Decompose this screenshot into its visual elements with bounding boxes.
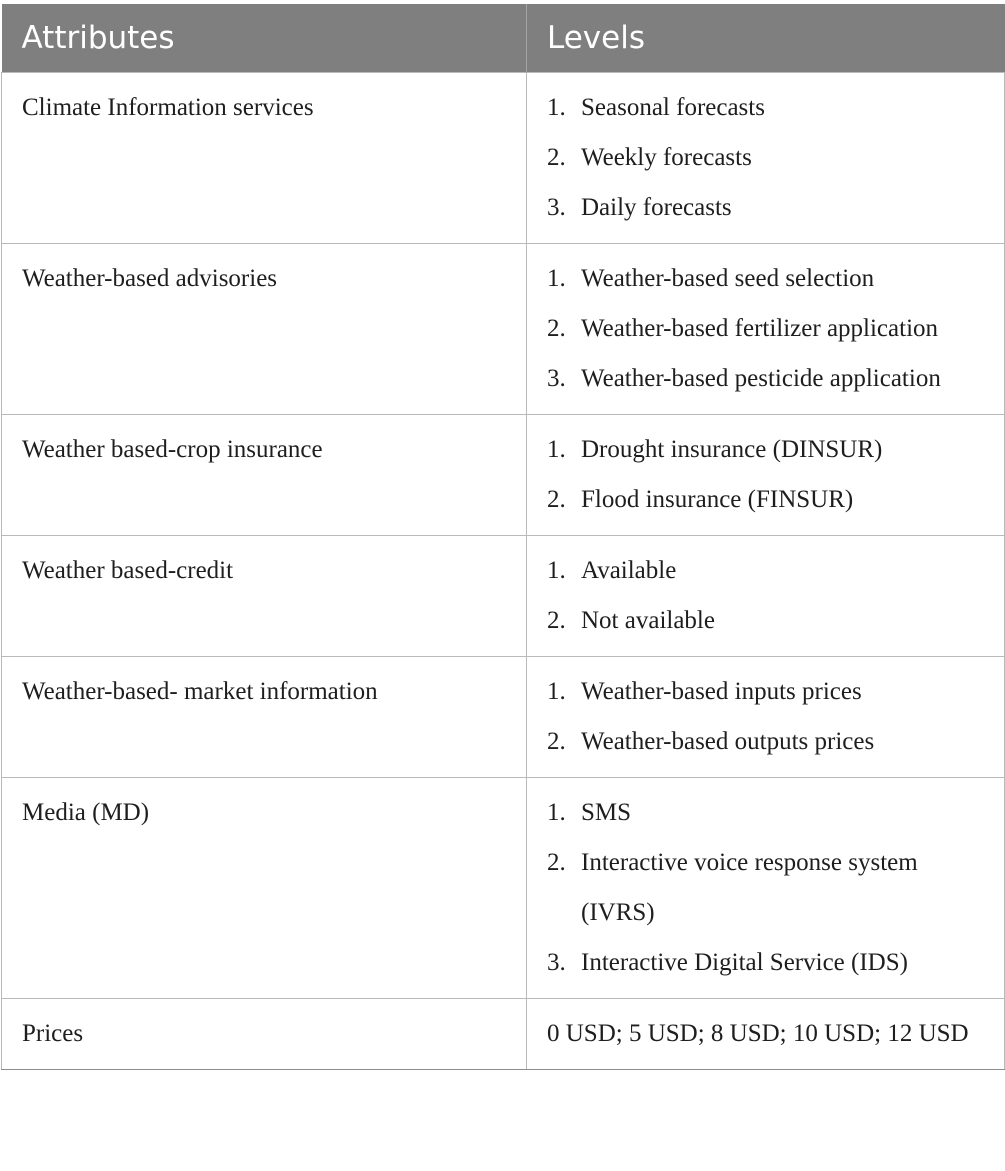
level-item: 2. Weather-based fertilizer application	[547, 315, 939, 342]
levels-list	[547, 546, 996, 646]
levels-list	[547, 667, 996, 767]
header-levels: Levels	[527, 4, 1005, 73]
level-item: 2. Flood insurance (FINSUR)	[547, 486, 854, 513]
table-row	[2, 415, 1005, 536]
level-item: 1. SMS	[547, 799, 632, 826]
level-item: 2. Not available	[547, 607, 715, 634]
level-item: 3. Interactive Digital Service (IDS)	[547, 949, 908, 976]
header-attributes: Attributes	[2, 4, 527, 73]
attribute-cell: Climate Information services	[2, 73, 527, 244]
attribute-cell: Media (MD)	[2, 778, 527, 999]
levels-list	[547, 254, 996, 404]
level-item: 1. Drought insurance (DINSUR)	[547, 436, 883, 463]
table-header	[2, 4, 1005, 73]
levels-list	[547, 83, 996, 233]
levels-list	[547, 425, 996, 525]
levels-cell	[527, 244, 1005, 415]
table-row	[2, 244, 1005, 415]
prices-cell: 0 USD; 5 USD; 8 USD; 10 USD; 12 USD	[527, 999, 1005, 1070]
table-row	[2, 999, 1005, 1070]
table-row	[2, 657, 1005, 778]
levels-cell	[527, 73, 1005, 244]
attribute-cell: Weather based-crop insurance	[2, 415, 527, 536]
level-item: 1. Seasonal forecasts	[547, 94, 765, 121]
table-row	[2, 536, 1005, 657]
attribute-cell: Weather based-credit	[2, 536, 527, 657]
attribute-cell: Weather-based advisories	[2, 244, 527, 415]
table-row	[2, 778, 1005, 999]
level-item: 1. Available	[547, 557, 677, 584]
table-row	[2, 73, 1005, 244]
attribute-cell: Prices	[2, 999, 527, 1070]
level-item: 3. Daily forecasts	[547, 194, 732, 221]
level-item: 1. Weather-based seed selection	[547, 265, 875, 292]
levels-cell	[527, 778, 1005, 999]
level-item: 1. Weather-based inputs prices	[547, 678, 862, 705]
table-body	[2, 73, 1005, 1070]
levels-list	[547, 788, 996, 988]
level-item: 3. Weather-based pesticide application	[547, 365, 941, 392]
attributes-levels-table	[1, 4, 1005, 1070]
header-row	[2, 4, 1005, 73]
levels-cell	[527, 657, 1005, 778]
attribute-cell: Weather-based- market information	[2, 657, 527, 778]
level-item: 2. Interactive voice response system (IVRS)	[547, 849, 918, 926]
levels-cell	[527, 536, 1005, 657]
levels-cell	[527, 415, 1005, 536]
level-item: 2. Weekly forecasts	[547, 144, 752, 171]
level-item: 2. Weather-based outputs prices	[547, 728, 875, 755]
